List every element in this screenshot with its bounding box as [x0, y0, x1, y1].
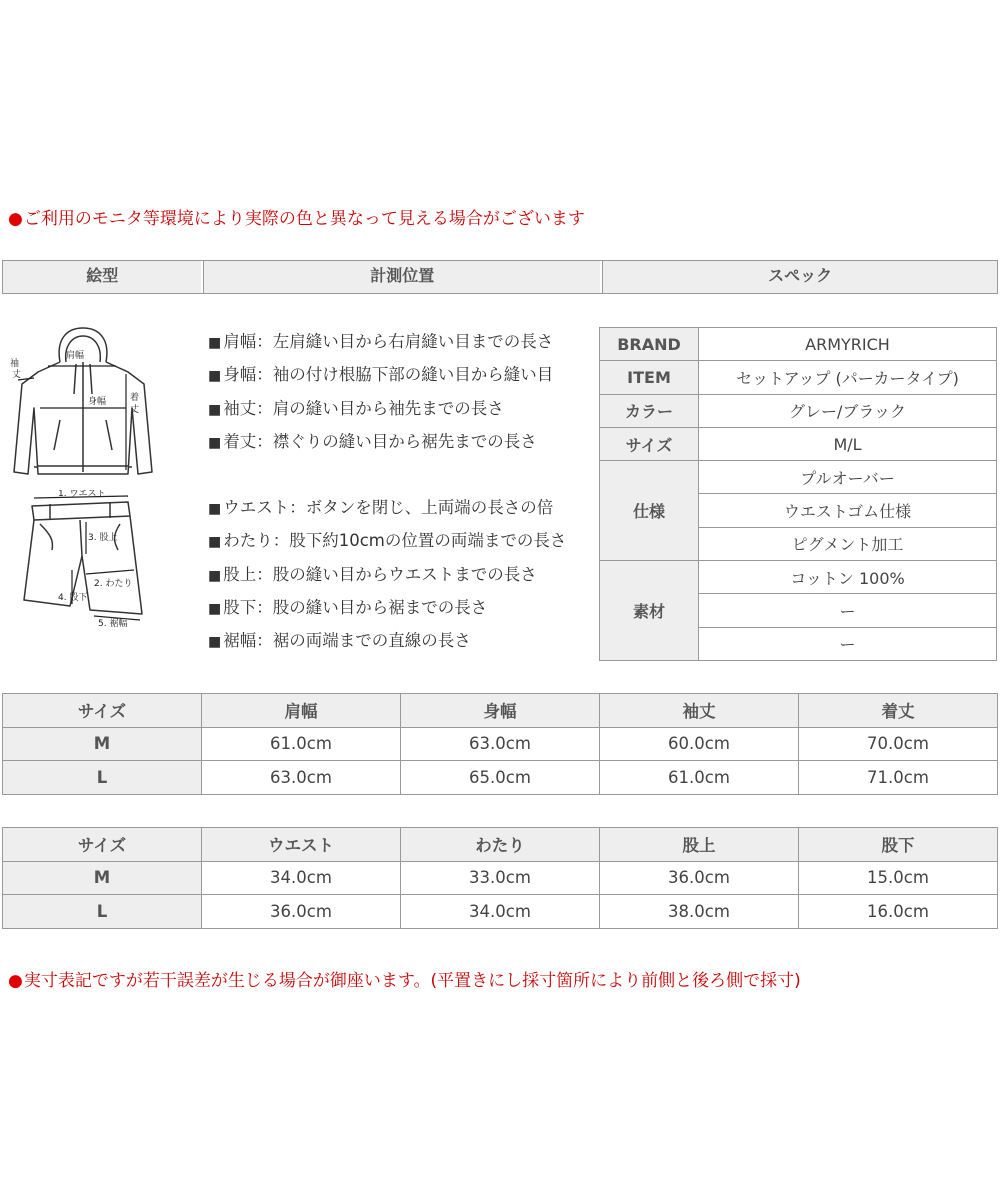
hoodie-sleeve-label-2: 丈: [12, 370, 22, 380]
color-disclaimer-text: ご利用のモニタ等環境により実際の色と異なって見える場合がございます: [23, 209, 585, 229]
square-bullet-icon: ■: [208, 368, 222, 385]
spec-item-value: セットアップ (パーカータイプ): [699, 361, 997, 394]
measurement-item: ■ 股上：股の縫い目からウエストまでの長さ: [208, 564, 537, 584]
table-cell: 61.0cm: [600, 761, 799, 795]
spec-row-details: [600, 461, 997, 494]
table-cell: 63.0cm: [401, 727, 600, 761]
size-cell: L: [3, 895, 202, 929]
bottom-measurement-list: [208, 491, 598, 657]
spec-material-value: ー: [699, 627, 997, 660]
measurement-item: ■ わたり：股下約10cmの位置の両端までの長さ: [208, 531, 567, 551]
shorts-diagram-icon: [20, 490, 150, 630]
spec-material-value: ー: [699, 594, 997, 627]
table-row: [3, 895, 998, 929]
shorts-hem-label: 5. 裾幅: [98, 619, 128, 629]
hoodie-length-label-2: 丈: [130, 405, 140, 415]
table-row: [3, 861, 998, 895]
table-row: [3, 761, 998, 795]
square-bullet-icon: ■: [208, 434, 222, 451]
hoodie-length-label-1: 着: [130, 393, 140, 403]
hoodie-body-label: 身幅: [88, 397, 107, 407]
color-disclaimer-notice: [8, 204, 585, 229]
table-cell: 15.0cm: [799, 861, 998, 895]
square-bullet-icon: ■: [208, 501, 222, 517]
spec-table: [599, 327, 997, 661]
spec-size-value: M/L: [699, 427, 997, 460]
hoodie-shoulder-label: 肩幅: [66, 351, 85, 361]
table-cell: 61.0cm: [202, 727, 401, 761]
measurement-disclaimer-text: 実寸表記ですが若干誤差が生じる場合が御座います。(平置きにし採寸箇所により前側と後ろ側で採寸): [23, 971, 801, 991]
spec-details-value: プルオーバー: [699, 461, 997, 494]
position-header: 計測位置: [203, 261, 600, 293]
shorts-thigh-label: 2. わたり: [94, 579, 133, 589]
spec-details-value: ウエストゴム仕様: [699, 494, 997, 527]
spec-details-label: 仕様: [600, 461, 699, 561]
spec-header: スペック: [602, 261, 997, 293]
table-cell: 70.0cm: [799, 727, 998, 761]
spec-details-value: ピグメント加工: [699, 527, 997, 560]
table-cell: 63.0cm: [202, 761, 401, 795]
square-bullet-icon: ■: [208, 600, 222, 617]
table-cell: 36.0cm: [202, 895, 401, 929]
table-header-row: [3, 828, 998, 862]
column-header: サイズ: [3, 828, 202, 862]
spec-row-color: [600, 394, 997, 427]
column-header: 袖丈: [600, 694, 799, 728]
spec-color-value: グレー/ブラック: [699, 394, 997, 427]
column-header: 肩幅: [202, 694, 401, 728]
table-cell: 33.0cm: [401, 861, 600, 895]
square-bullet-icon: ■: [208, 335, 222, 351]
spec-item-label: ITEM: [600, 361, 699, 394]
top-measurement-list: [208, 325, 598, 458]
table-cell: 38.0cm: [600, 895, 799, 929]
shorts-waist-label: 1. ウエスト: [58, 490, 106, 499]
square-bullet-icon: ■: [208, 401, 222, 418]
column-header: 股上: [600, 828, 799, 862]
section-header-row: [2, 260, 998, 294]
measurement-item: ■ 裾幅：裾の両端までの直線の長さ: [208, 631, 471, 651]
spec-color-label: カラー: [600, 394, 699, 427]
column-header: 股下: [799, 828, 998, 862]
spec-row-brand: [600, 328, 997, 361]
hoodie-sleeve-label-1: 袖: [10, 359, 20, 369]
top-size-table: [2, 693, 998, 795]
measurement-item: ■ 袖丈：肩の縫い目から袖先までの長さ: [208, 398, 504, 418]
spec-material-label: 素材: [600, 561, 699, 661]
table-cell: 16.0cm: [799, 895, 998, 929]
column-header: わたり: [401, 828, 600, 862]
spec-row-size: [600, 427, 997, 460]
bottom-size-table: [2, 827, 998, 929]
column-header: ウエスト: [202, 828, 401, 862]
table-cell: 60.0cm: [600, 727, 799, 761]
size-cell: M: [3, 727, 202, 761]
table-row: [3, 727, 998, 761]
measurement-item: ■ 着丈：襟ぐりの縫い目から裾先までの長さ: [208, 431, 537, 451]
measurement-disclaimer-notice: [8, 966, 801, 991]
red-dot-icon: ●: [8, 209, 23, 229]
table-cell: 36.0cm: [600, 861, 799, 895]
spec-row-material: [600, 561, 997, 594]
shorts-rise-label: 3. 股上: [88, 533, 118, 543]
shorts-inseam-label: 4. 股下: [58, 593, 88, 603]
column-header: 身幅: [401, 694, 600, 728]
square-bullet-icon: ■: [208, 634, 222, 651]
measurement-item: ■ 股下：股の縫い目から裾までの長さ: [208, 597, 488, 617]
table-cell: 34.0cm: [401, 895, 600, 929]
measurement-item: ■ 肩幅：左肩縫い目から右肩縫い目までの長さ: [208, 332, 554, 351]
table-cell: 34.0cm: [202, 861, 401, 895]
spec-brand-value: ARMYRICH: [699, 328, 997, 361]
square-bullet-icon: ■: [208, 534, 222, 551]
measurement-item: ■ 身幅：袖の付け根脇下部の縫い目から縫い目: [208, 365, 554, 385]
spec-size-label: サイズ: [600, 427, 699, 460]
spec-brand-label: BRAND: [600, 328, 699, 361]
table-cell: 65.0cm: [401, 761, 600, 795]
size-cell: L: [3, 761, 202, 795]
table-cell: 71.0cm: [799, 761, 998, 795]
measurement-item: ■ ウエスト：ボタンを閉じ、上両端の長さの倍: [208, 498, 554, 517]
hoodie-diagram-icon: [8, 322, 158, 490]
pattern-header: 絵型: [2, 261, 201, 293]
red-dot-icon: ●: [8, 971, 23, 991]
spec-row-item: [600, 361, 997, 394]
column-header: サイズ: [3, 694, 202, 728]
square-bullet-icon: ■: [208, 567, 222, 584]
spec-material-value: コットン 100%: [699, 561, 997, 594]
column-header: 着丈: [799, 694, 998, 728]
size-cell: M: [3, 861, 202, 895]
table-header-row: [3, 694, 998, 728]
